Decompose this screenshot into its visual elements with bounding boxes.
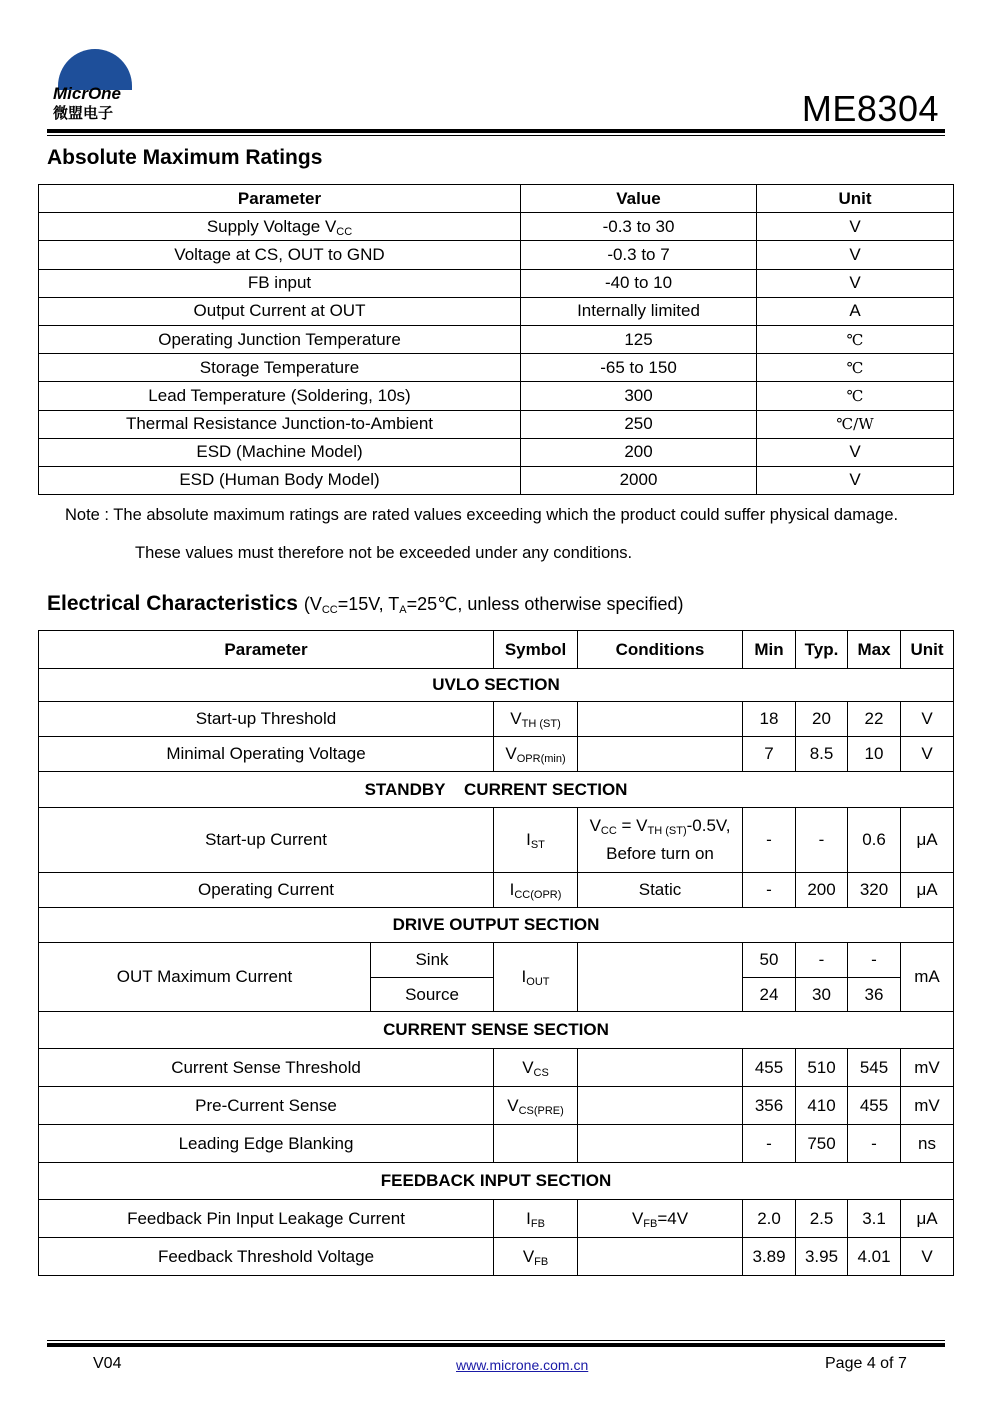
ec-max: 22 xyxy=(848,702,901,737)
amr-value: -0.3 to 30 xyxy=(521,213,757,241)
amr-param: Supply Voltage $V_{CC}$ xyxy=(39,213,521,241)
amr-value: 2000 xyxy=(521,466,757,494)
ec-header-symbol: Symbol xyxy=(494,631,578,669)
ec-title-text: Electrical Characteristics xyxy=(47,592,298,615)
table-row xyxy=(39,354,954,382)
ec-header-typ: Typ. xyxy=(796,631,848,669)
ec-min: 24 xyxy=(743,978,796,1012)
table-row xyxy=(39,943,954,978)
amr-title: Absolute Maximum Ratings xyxy=(47,146,323,169)
ec-param: Start-up Current xyxy=(39,808,494,873)
ec-min: 7 xyxy=(743,737,796,772)
table-row xyxy=(39,737,954,772)
ec-typ: 8.5 xyxy=(796,737,848,772)
amr-unit: V xyxy=(757,213,954,241)
table-row xyxy=(39,1200,954,1238)
section-heading: CURRENT SENSE SECTION xyxy=(39,1012,954,1049)
amr-unit: ℃/W xyxy=(757,410,954,438)
amr-value: -40 to 10 xyxy=(521,269,757,297)
amr-header-parameter: Parameter xyxy=(39,185,521,213)
amr-header-row xyxy=(39,185,954,213)
amr-header-unit: Unit xyxy=(757,185,954,213)
ec-typ: 20 xyxy=(796,702,848,737)
amr-note-line1: Note : The absolute maximum ratings are rated values exceeding which the product could suffer physical damage. xyxy=(65,506,899,524)
ec-conditions: $V_{FB}=4V$ xyxy=(578,1200,743,1238)
ec-typ: - xyxy=(796,943,848,978)
ec-unit: V xyxy=(901,1238,954,1276)
ec-title xyxy=(47,592,683,616)
ec-min: - xyxy=(743,1125,796,1163)
section-heading: STANDBY CURRENT SECTION xyxy=(39,772,954,808)
table-row xyxy=(39,1238,954,1276)
ec-min: 455 xyxy=(743,1049,796,1087)
section-row-feedback xyxy=(39,1163,954,1200)
amr-param: Thermal Resistance Junction-to-Ambient xyxy=(39,410,521,438)
ec-unit: V xyxy=(901,737,954,772)
ec-param: Pre-Current Sense xyxy=(39,1087,494,1125)
section-heading: UVLO SECTION xyxy=(39,669,954,702)
amr-param: Storage Temperature xyxy=(39,354,521,382)
table-row xyxy=(39,1049,954,1087)
header-divider xyxy=(47,129,945,133)
amr-table xyxy=(38,184,954,495)
ec-param: Current Sense Threshold xyxy=(39,1049,494,1087)
amr-unit: ℃ xyxy=(757,325,954,353)
amr-value: 250 xyxy=(521,410,757,438)
ec-unit: mV xyxy=(901,1049,954,1087)
header-divider-thin xyxy=(47,135,945,136)
ec-symbol: $I_{FB}$ xyxy=(494,1200,578,1238)
amr-unit: ℃ xyxy=(757,382,954,410)
amr-param: ESD (Machine Model) xyxy=(39,438,521,466)
ec-conditions xyxy=(578,1087,743,1125)
section-row-uvlo xyxy=(39,669,954,702)
footer-page-number: Page 4 of 7 xyxy=(825,1355,907,1372)
ec-header-min: Min xyxy=(743,631,796,669)
company-logo xyxy=(50,44,140,124)
ec-min: - xyxy=(743,873,796,908)
footer-website-link[interactable]: www.microne.com.cn xyxy=(456,1357,589,1373)
amr-param: Lead Temperature (Soldering, 10s) xyxy=(39,382,521,410)
logo-cn-text: 微盟电子 xyxy=(53,104,114,122)
ec-header-max: Max xyxy=(848,631,901,669)
table-row xyxy=(39,269,954,297)
amr-header-value: Value xyxy=(521,185,757,213)
ec-typ: 3.95 xyxy=(796,1238,848,1276)
amr-param: FB input xyxy=(39,269,521,297)
ec-header-conditions: Conditions xyxy=(578,631,743,669)
ec-symbol: $V_{FB}$ xyxy=(494,1238,578,1276)
section-heading: DRIVE OUTPUT SECTION xyxy=(39,908,954,943)
table-row xyxy=(39,438,954,466)
ec-min: 18 xyxy=(743,702,796,737)
ec-max: 0.6 xyxy=(848,808,901,873)
ec-min: 50 xyxy=(743,943,796,978)
ec-table xyxy=(38,630,954,1276)
ec-min: 356 xyxy=(743,1087,796,1125)
amr-value: 200 xyxy=(521,438,757,466)
amr-value: -0.3 to 7 xyxy=(521,241,757,269)
ec-max: 545 xyxy=(848,1049,901,1087)
ec-min: - xyxy=(743,808,796,873)
ec-unit: μA xyxy=(901,808,954,873)
ec-param: Feedback Threshold Voltage xyxy=(39,1238,494,1276)
ec-conditions xyxy=(578,1238,743,1276)
ec-header-unit: Unit xyxy=(901,631,954,669)
ec-max: 455 xyxy=(848,1087,901,1125)
ec-symbol: $V_{CS}$ xyxy=(494,1049,578,1087)
amr-param: Output Current at OUT xyxy=(39,297,521,325)
table-row xyxy=(39,241,954,269)
ec-unit: V xyxy=(901,702,954,737)
logo-text: MicrOne xyxy=(53,84,122,103)
ec-max: 4.01 xyxy=(848,1238,901,1276)
ec-conditions xyxy=(578,1049,743,1087)
ec-unit: μA xyxy=(901,873,954,908)
ec-header-parameter: Parameter xyxy=(39,631,494,669)
ec-typ: 2.5 xyxy=(796,1200,848,1238)
ec-typ: 30 xyxy=(796,978,848,1012)
amr-unit: V xyxy=(757,466,954,494)
amr-value: -65 to 150 xyxy=(521,354,757,382)
ec-typ: 510 xyxy=(796,1049,848,1087)
table-row xyxy=(39,808,954,873)
ec-max: 36 xyxy=(848,978,901,1012)
section-row-sense xyxy=(39,1012,954,1049)
ec-conditions xyxy=(578,1125,743,1163)
table-row xyxy=(39,1125,954,1163)
ec-param: Leading Edge Blanking xyxy=(39,1125,494,1163)
ec-header-row xyxy=(39,631,954,669)
ec-symbol: $I_{OUT}$ xyxy=(494,943,578,1012)
ec-typ: 200 xyxy=(796,873,848,908)
ec-unit: μA xyxy=(901,1200,954,1238)
ec-param: Feedback Pin Input Leakage Current xyxy=(39,1200,494,1238)
ec-param: Start-up Threshold xyxy=(39,702,494,737)
amr-value: 300 xyxy=(521,382,757,410)
amr-unit: ℃ xyxy=(757,354,954,382)
ec-typ: 410 xyxy=(796,1087,848,1125)
amr-param: Voltage at CS, OUT to GND xyxy=(39,241,521,269)
amr-note-line2: These values must therefore not be exceeded under any conditions. xyxy=(135,544,633,562)
amr-unit: V xyxy=(757,241,954,269)
ec-symbol: $V_{OPR(min)}$ xyxy=(494,737,578,772)
ec-conditions-note: ($V_{CC}=15V$, $T_A=25℃$, unless otherwise specified) xyxy=(303,594,684,616)
footer-divider-thin xyxy=(47,1340,945,1341)
ec-subparam-sink: Sink xyxy=(371,943,494,978)
amr-value: Internally limited xyxy=(521,297,757,325)
table-row xyxy=(39,382,954,410)
ec-max: - xyxy=(848,943,901,978)
table-row xyxy=(39,213,954,241)
ec-subparam-source: Source xyxy=(371,978,494,1012)
ec-conditions: $V_{CC} = V_{TH (ST)}-0.5V$, Before turn on xyxy=(578,808,743,873)
ec-symbol xyxy=(494,1125,578,1163)
ec-param: Operating Current xyxy=(39,873,494,908)
ec-symbol: $I_{CC(OPR)}$ xyxy=(494,873,578,908)
amr-unit: A xyxy=(757,297,954,325)
ec-max: - xyxy=(848,1125,901,1163)
ec-unit: mV xyxy=(901,1087,954,1125)
ec-param: Minimal Operating Voltage xyxy=(39,737,494,772)
section-row-standby xyxy=(39,772,954,808)
ec-max: 320 xyxy=(848,873,901,908)
ec-min: 3.89 xyxy=(743,1238,796,1276)
ec-param: OUT Maximum Current xyxy=(39,943,371,1012)
ec-symbol: $V_{CS(PRE)}$ xyxy=(494,1087,578,1125)
amr-unit: V xyxy=(757,438,954,466)
amr-param: ESD (Human Body Model) xyxy=(39,466,521,494)
table-row xyxy=(39,297,954,325)
ec-typ: - xyxy=(796,808,848,873)
ec-unit: mA xyxy=(901,943,954,1012)
section-row-drive xyxy=(39,908,954,943)
table-row xyxy=(39,1087,954,1125)
ec-min: 2.0 xyxy=(743,1200,796,1238)
ec-conditions xyxy=(578,943,743,1012)
footer-divider xyxy=(47,1343,945,1347)
ec-conditions: Static xyxy=(578,873,743,908)
ec-typ: 750 xyxy=(796,1125,848,1163)
ec-conditions xyxy=(578,737,743,772)
ec-unit: ns xyxy=(901,1125,954,1163)
section-heading: FEEDBACK INPUT SECTION xyxy=(39,1163,954,1200)
table-row xyxy=(39,410,954,438)
ec-symbol: $I_{ST}$ xyxy=(494,808,578,873)
part-number: ME8304 xyxy=(801,88,939,129)
amr-value: 125 xyxy=(521,325,757,353)
ec-conditions xyxy=(578,702,743,737)
table-row xyxy=(39,325,954,353)
ec-max: 3.1 xyxy=(848,1200,901,1238)
amr-unit: V xyxy=(757,269,954,297)
table-row xyxy=(39,702,954,737)
table-row xyxy=(39,466,954,494)
ec-symbol: $V_{TH (ST)}$ xyxy=(494,702,578,737)
footer-version: V04 xyxy=(93,1355,122,1372)
ec-max: 10 xyxy=(848,737,901,772)
table-row xyxy=(39,873,954,908)
amr-param: Operating Junction Temperature xyxy=(39,325,521,353)
